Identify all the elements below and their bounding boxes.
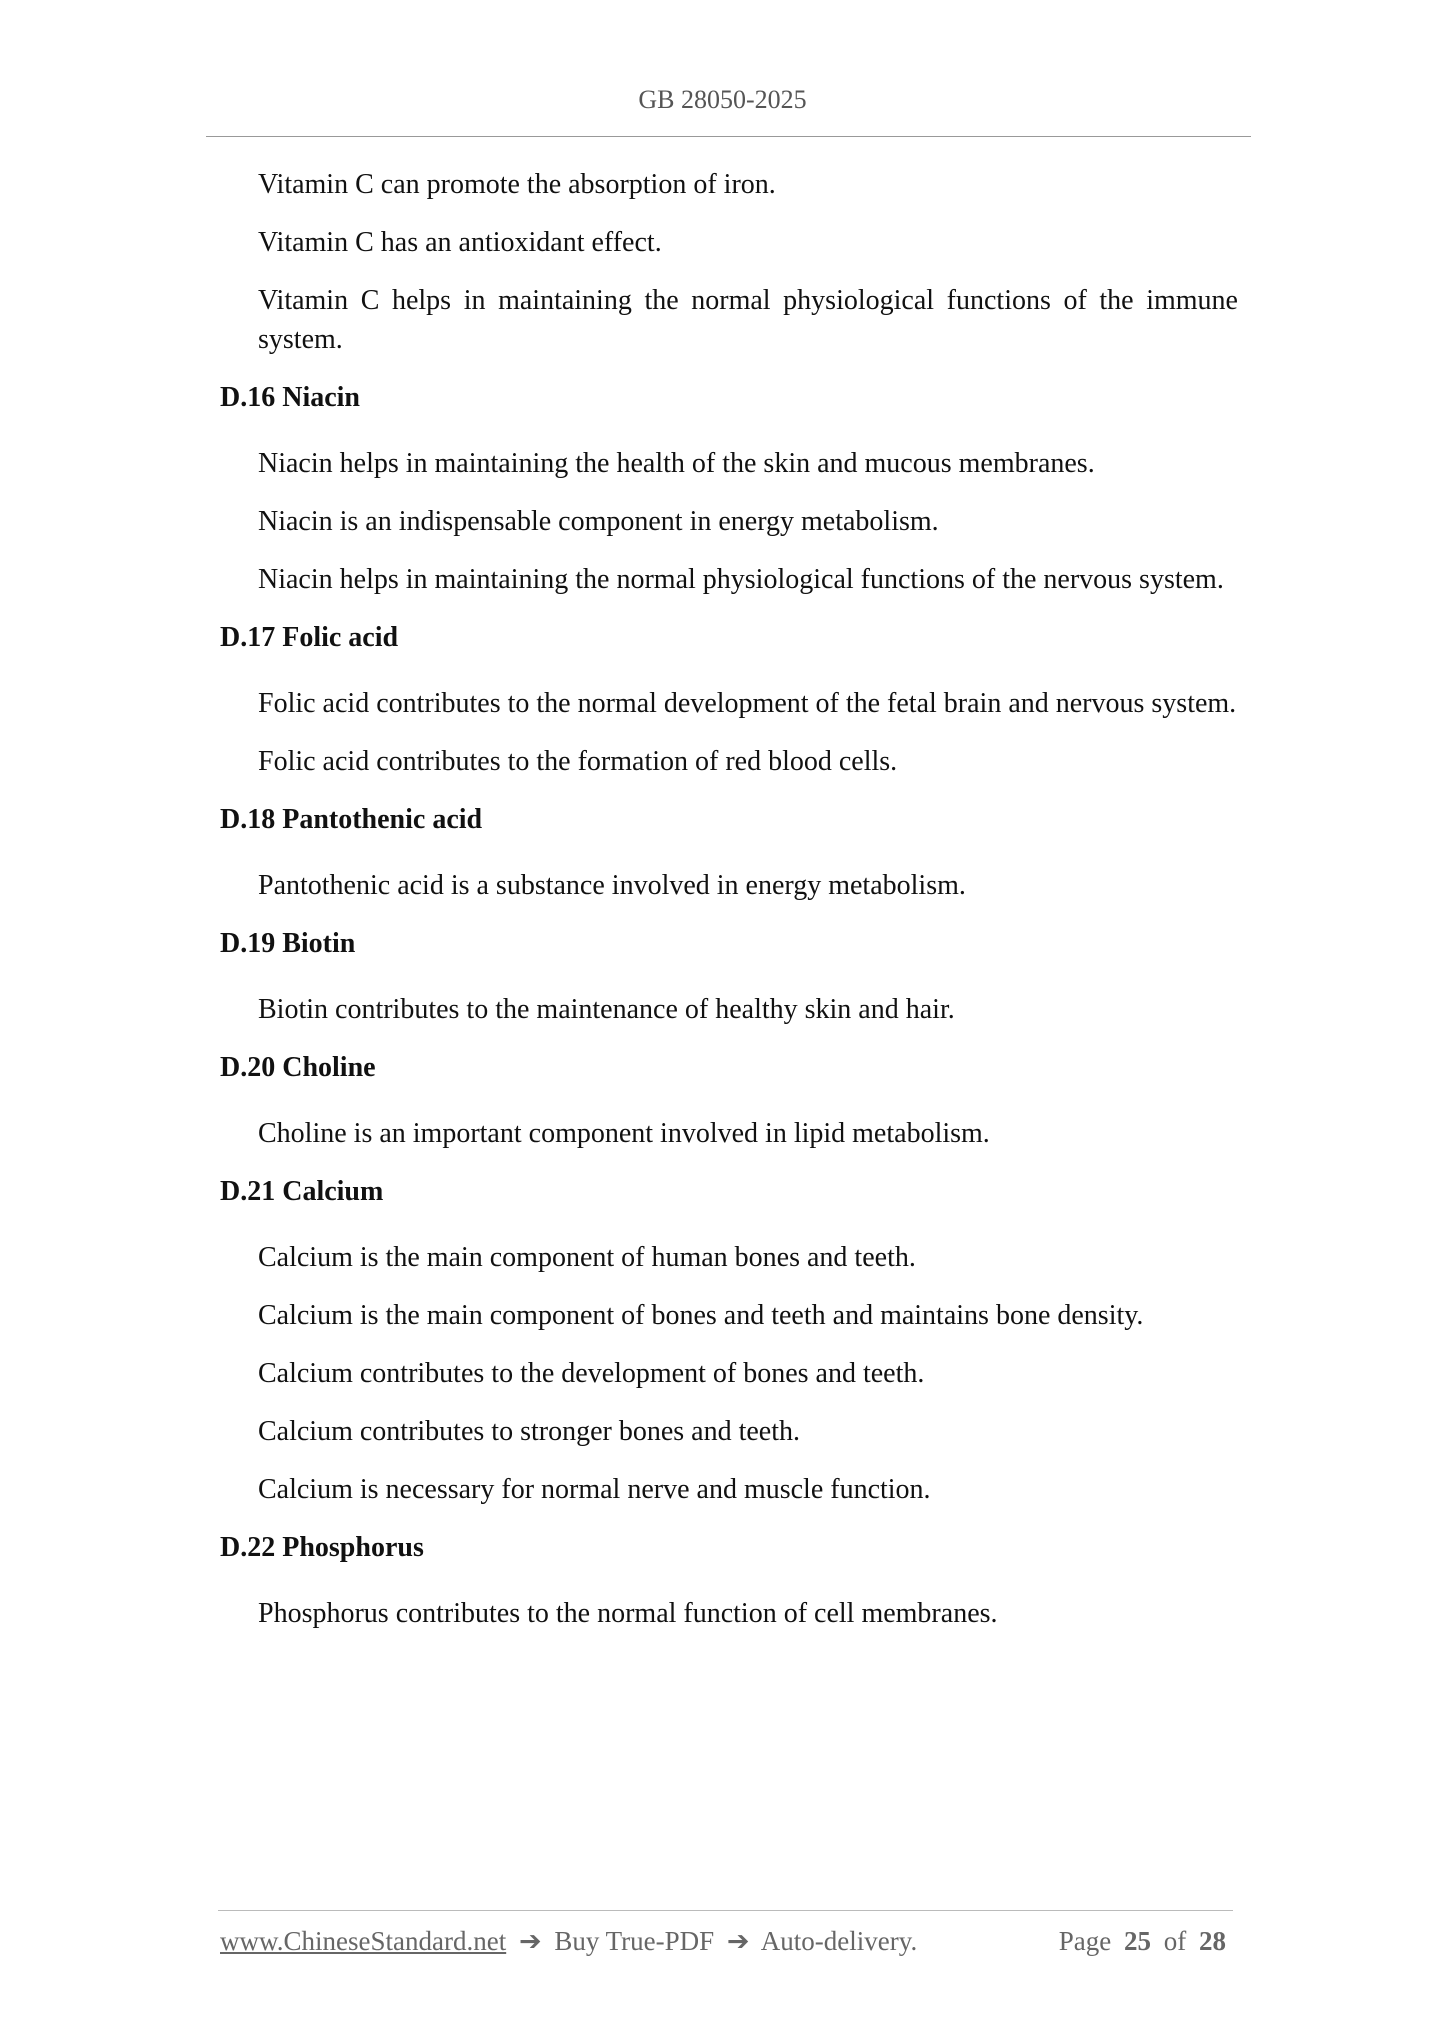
statement: Niacin is an indispensable component in energy metabolism.	[258, 506, 939, 537]
statement: Calcium is the main component of human bones and teeth.	[258, 1242, 916, 1273]
section-heading: D.20 Choline	[220, 1052, 376, 1083]
page-of-label: of	[1163, 1926, 1187, 1956]
statement: Folic acid contributes to the normal development of the fetal brain and nervous system.	[258, 688, 1237, 719]
section-phosphorus	[0, 1528, 1445, 1633]
arrow-right-icon: ➔	[726, 1926, 750, 1956]
footer-promo	[220, 1926, 917, 1957]
statement: Vitamin C has an antioxidant effect.	[258, 227, 662, 258]
page-header-title: GB 28050-2025	[638, 85, 807, 114]
buy-pdf-text: Buy True-PDF	[554, 1926, 715, 1956]
statement: Choline is an important component involved in lipid metabolism.	[258, 1118, 990, 1149]
statement: Folic acid contributes to the formation of red blood cells.	[258, 746, 898, 777]
section-heading: D.19 Biotin	[220, 928, 356, 959]
section-heading: D.18 Pantothenic acid	[220, 804, 483, 835]
statement: Niacin helps in maintaining the health of the skin and mucous membranes.	[258, 448, 1095, 479]
statement: Biotin contributes to the maintenance of healthy skin and hair.	[258, 994, 955, 1025]
intro-block	[0, 165, 1445, 359]
section-heading: D.17 Folic acid	[220, 622, 399, 653]
statement: Vitamin C helps in maintaining the normal physiological functions of the immune system.	[258, 285, 1238, 355]
page-label: Page	[1058, 1926, 1112, 1956]
website-link[interactable]: www.ChineseStandard.net	[220, 1926, 507, 1956]
document-body	[0, 165, 1445, 1652]
footer-divider	[218, 1910, 1233, 1911]
statement: Calcium contributes to stronger bones and teeth.	[258, 1416, 800, 1447]
statement: Calcium is the main component of bones and teeth and maintains bone density.	[258, 1300, 1144, 1331]
auto-delivery-text: Auto-delivery.	[760, 1926, 918, 1956]
section-heading: D.22 Phosphorus	[220, 1532, 424, 1563]
page-total: 28	[1199, 1926, 1226, 1956]
section-niacin	[0, 378, 1445, 599]
page-footer	[220, 1926, 1232, 1966]
statement: Calcium contributes to the development of bones and teeth.	[258, 1358, 925, 1389]
header-divider	[206, 136, 1251, 137]
section-choline	[0, 1048, 1445, 1153]
section-folic-acid	[0, 618, 1445, 781]
arrow-right-icon: ➔	[518, 1926, 542, 1956]
section-heading: D.21 Calcium	[220, 1176, 384, 1207]
section-calcium	[0, 1172, 1445, 1509]
statement: Niacin helps in maintaining the normal physiological functions of the nervous system.	[258, 564, 1224, 595]
section-pantothenic-acid	[0, 800, 1445, 905]
statement: Phosphorus contributes to the normal function of cell membranes.	[258, 1598, 998, 1629]
statement: Calcium is necessary for normal nerve and muscle function.	[258, 1474, 931, 1505]
page-current: 25	[1124, 1926, 1151, 1956]
section-biotin	[0, 924, 1445, 1029]
page-number	[1059, 1926, 1232, 1957]
statement: Vitamin C can promote the absorption of iron.	[258, 169, 776, 200]
statement: Pantothenic acid is a substance involved in energy metabolism.	[258, 870, 966, 901]
section-heading: D.16 Niacin	[220, 382, 360, 413]
